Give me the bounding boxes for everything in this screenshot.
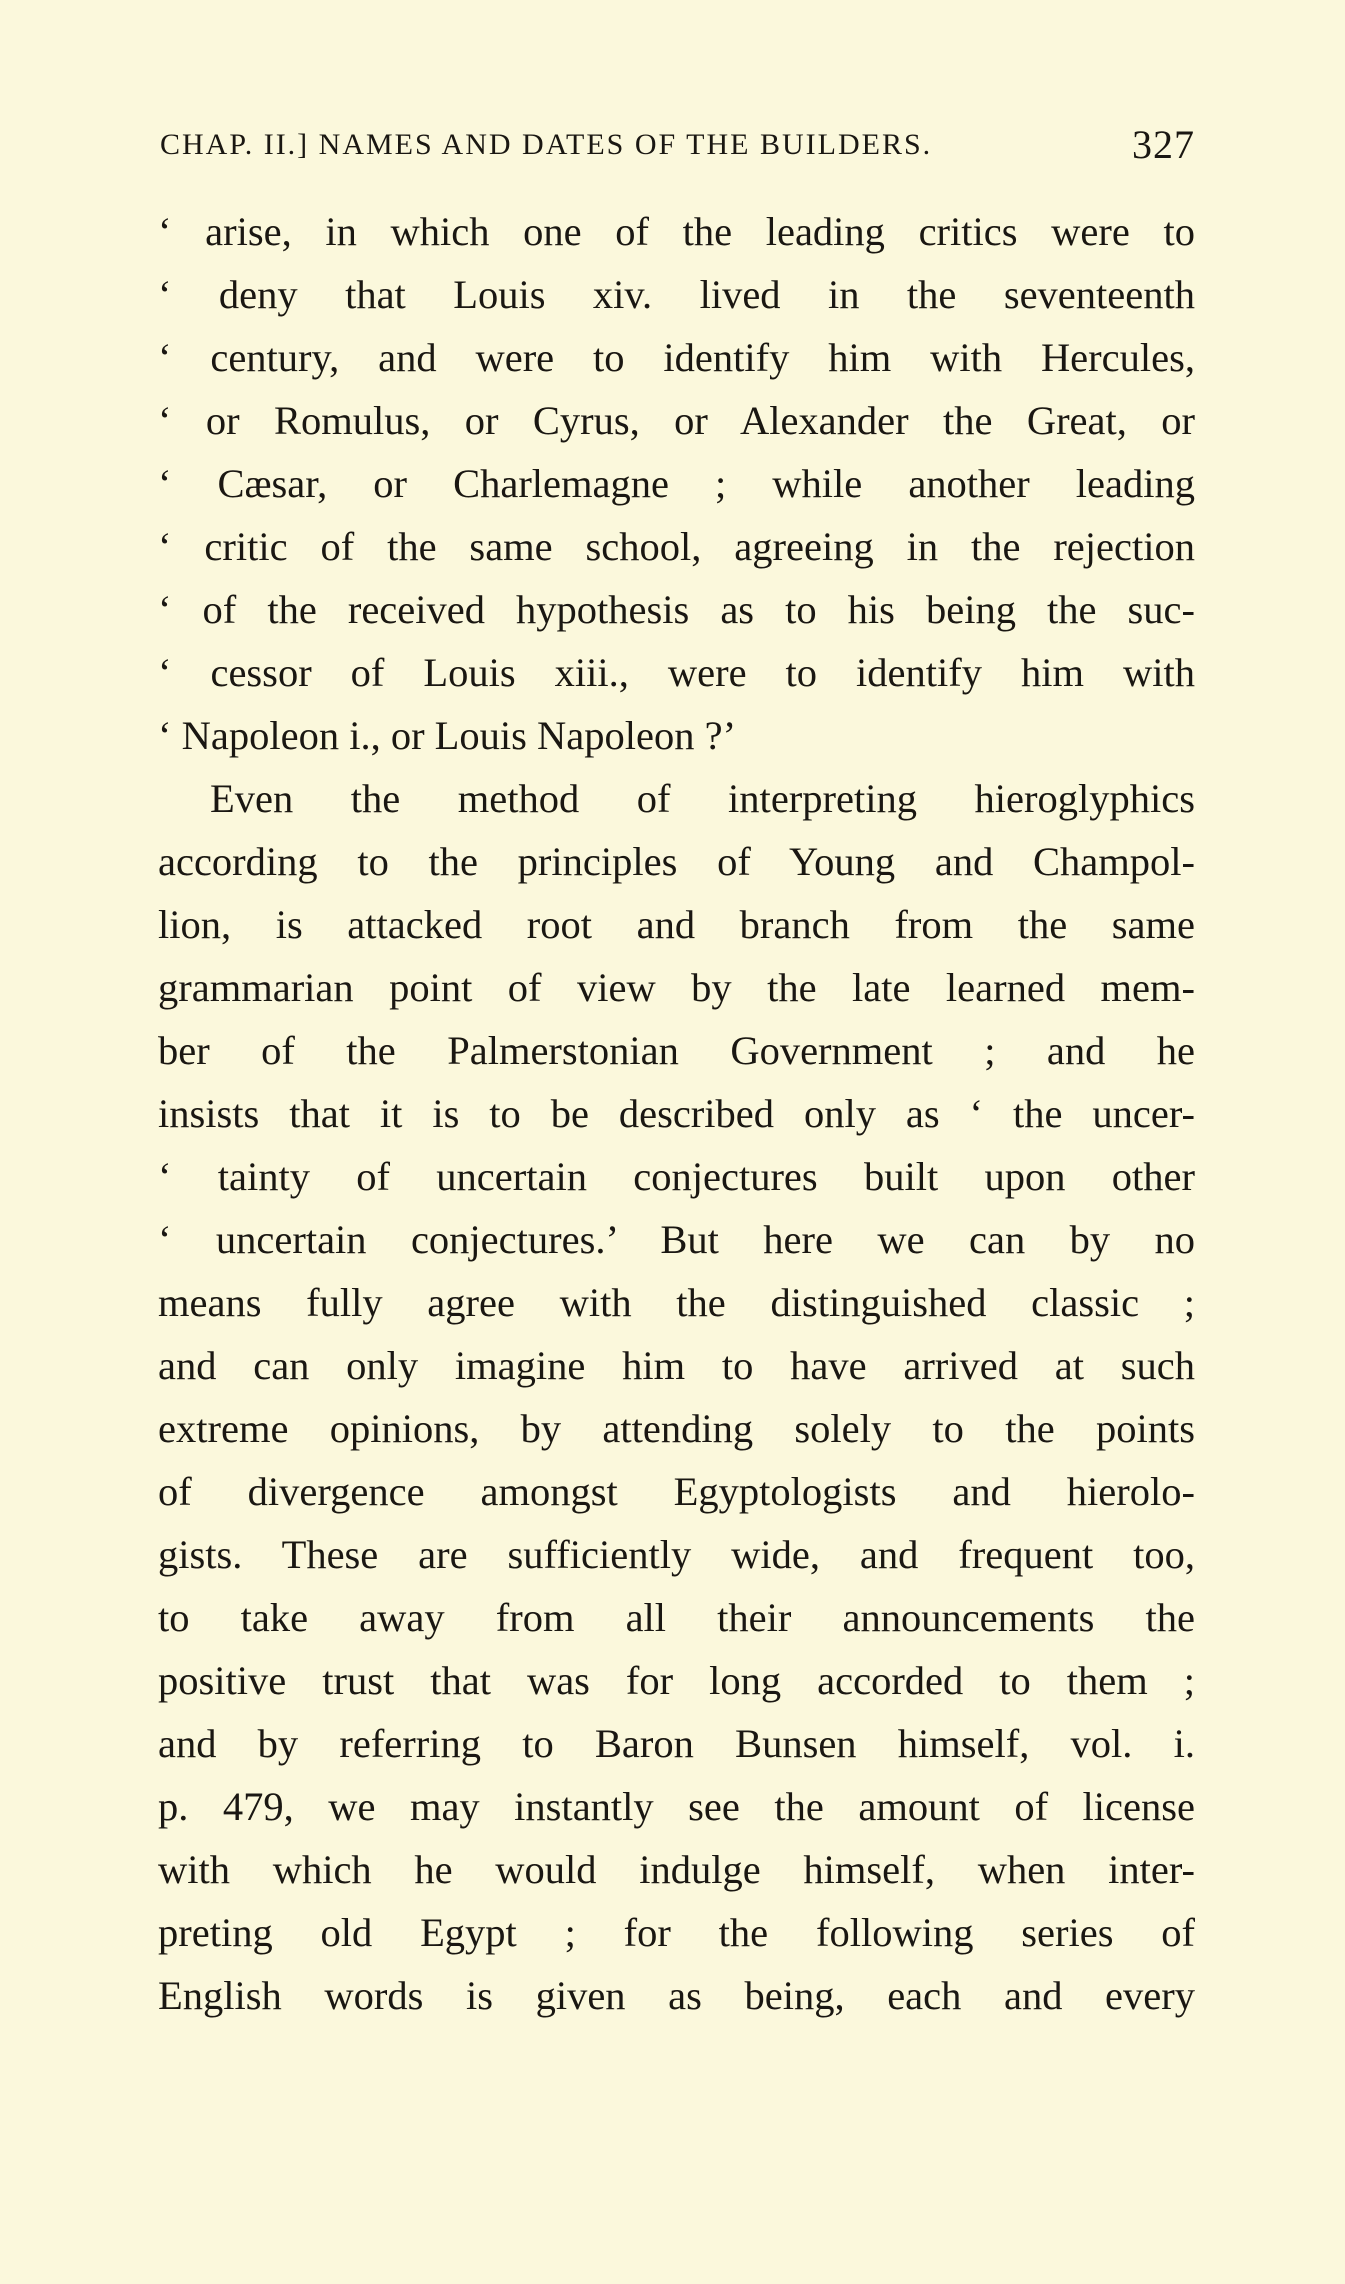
text-line: ber of the Palmerstonian Government ; and he [158, 1028, 1195, 1073]
chapter-heading: CHAP. II.] NAMES AND DATES OF THE BUILDERS. [160, 128, 933, 161]
text-line: ‘ century, and were to identify him with Hercules, [158, 335, 1195, 380]
text-line: of divergence amongst Egyptologists and hierolo- [158, 1469, 1195, 1514]
paragraph-first-line: Even the method of interpreting hieroglyphics [210, 776, 1195, 821]
text-line: ‘ tainty of uncertain conjectures built upon other [158, 1154, 1195, 1199]
running-head [160, 120, 1195, 170]
text-line: ‘ Napoleon i., or Louis Napoleon ?’ [158, 713, 737, 758]
text-line: ‘ cessor of Louis xiii., were to identify him with [158, 650, 1195, 695]
page-number: 327 [1132, 122, 1195, 167]
text-line: to take away from all their announcements the [158, 1595, 1195, 1640]
text-line: means fully agree with the distinguished classic ; [158, 1280, 1195, 1325]
text-line: grammarian point of view by the late learned mem- [158, 965, 1195, 1010]
text-line: ‘ critic of the same school, agreeing in the rejection [158, 524, 1195, 569]
body-text [158, 200, 1195, 2027]
text-line: ‘ deny that Louis xiv. lived in the seventeenth [158, 272, 1195, 317]
text-line: p. 479, we may instantly see the amount of license [158, 1784, 1195, 1829]
text-line: ‘ uncertain conjectures.’ But here we can by no [158, 1217, 1195, 1262]
text-line: positive trust that was for long accorded to them ; [158, 1658, 1195, 1703]
text-line: with which he would indulge himself, when inter- [158, 1847, 1195, 1892]
text-line: insists that it is to be described only as ‘ the uncer- [158, 1091, 1195, 1136]
text-line: ‘ or Romulus, or Cyrus, or Alexander the Great, or [158, 398, 1195, 443]
text-line: extreme opinions, by attending solely to the points [158, 1406, 1195, 1451]
text-line: gists. These are sufficiently wide, and frequent too, [158, 1532, 1195, 1577]
text-line: and can only imagine him to have arrived at such [158, 1343, 1195, 1388]
text-line: preting old Egypt ; for the following series of [158, 1910, 1195, 1955]
text-line: according to the principles of Young and Champol- [158, 839, 1195, 884]
text-line: English words is given as being, each and every [158, 1973, 1195, 2018]
text-line: lion, is attacked root and branch from the same [158, 902, 1195, 947]
text-line: and by referring to Baron Bunsen himself, vol. i. [158, 1721, 1195, 1766]
text-line: ‘ of the received hypothesis as to his being the suc- [158, 587, 1195, 632]
text-line: ‘ arise, in which one of the leading critics were to [158, 209, 1195, 254]
text-line: ‘ Cæsar, or Charlemagne ; while another leading [158, 461, 1195, 506]
